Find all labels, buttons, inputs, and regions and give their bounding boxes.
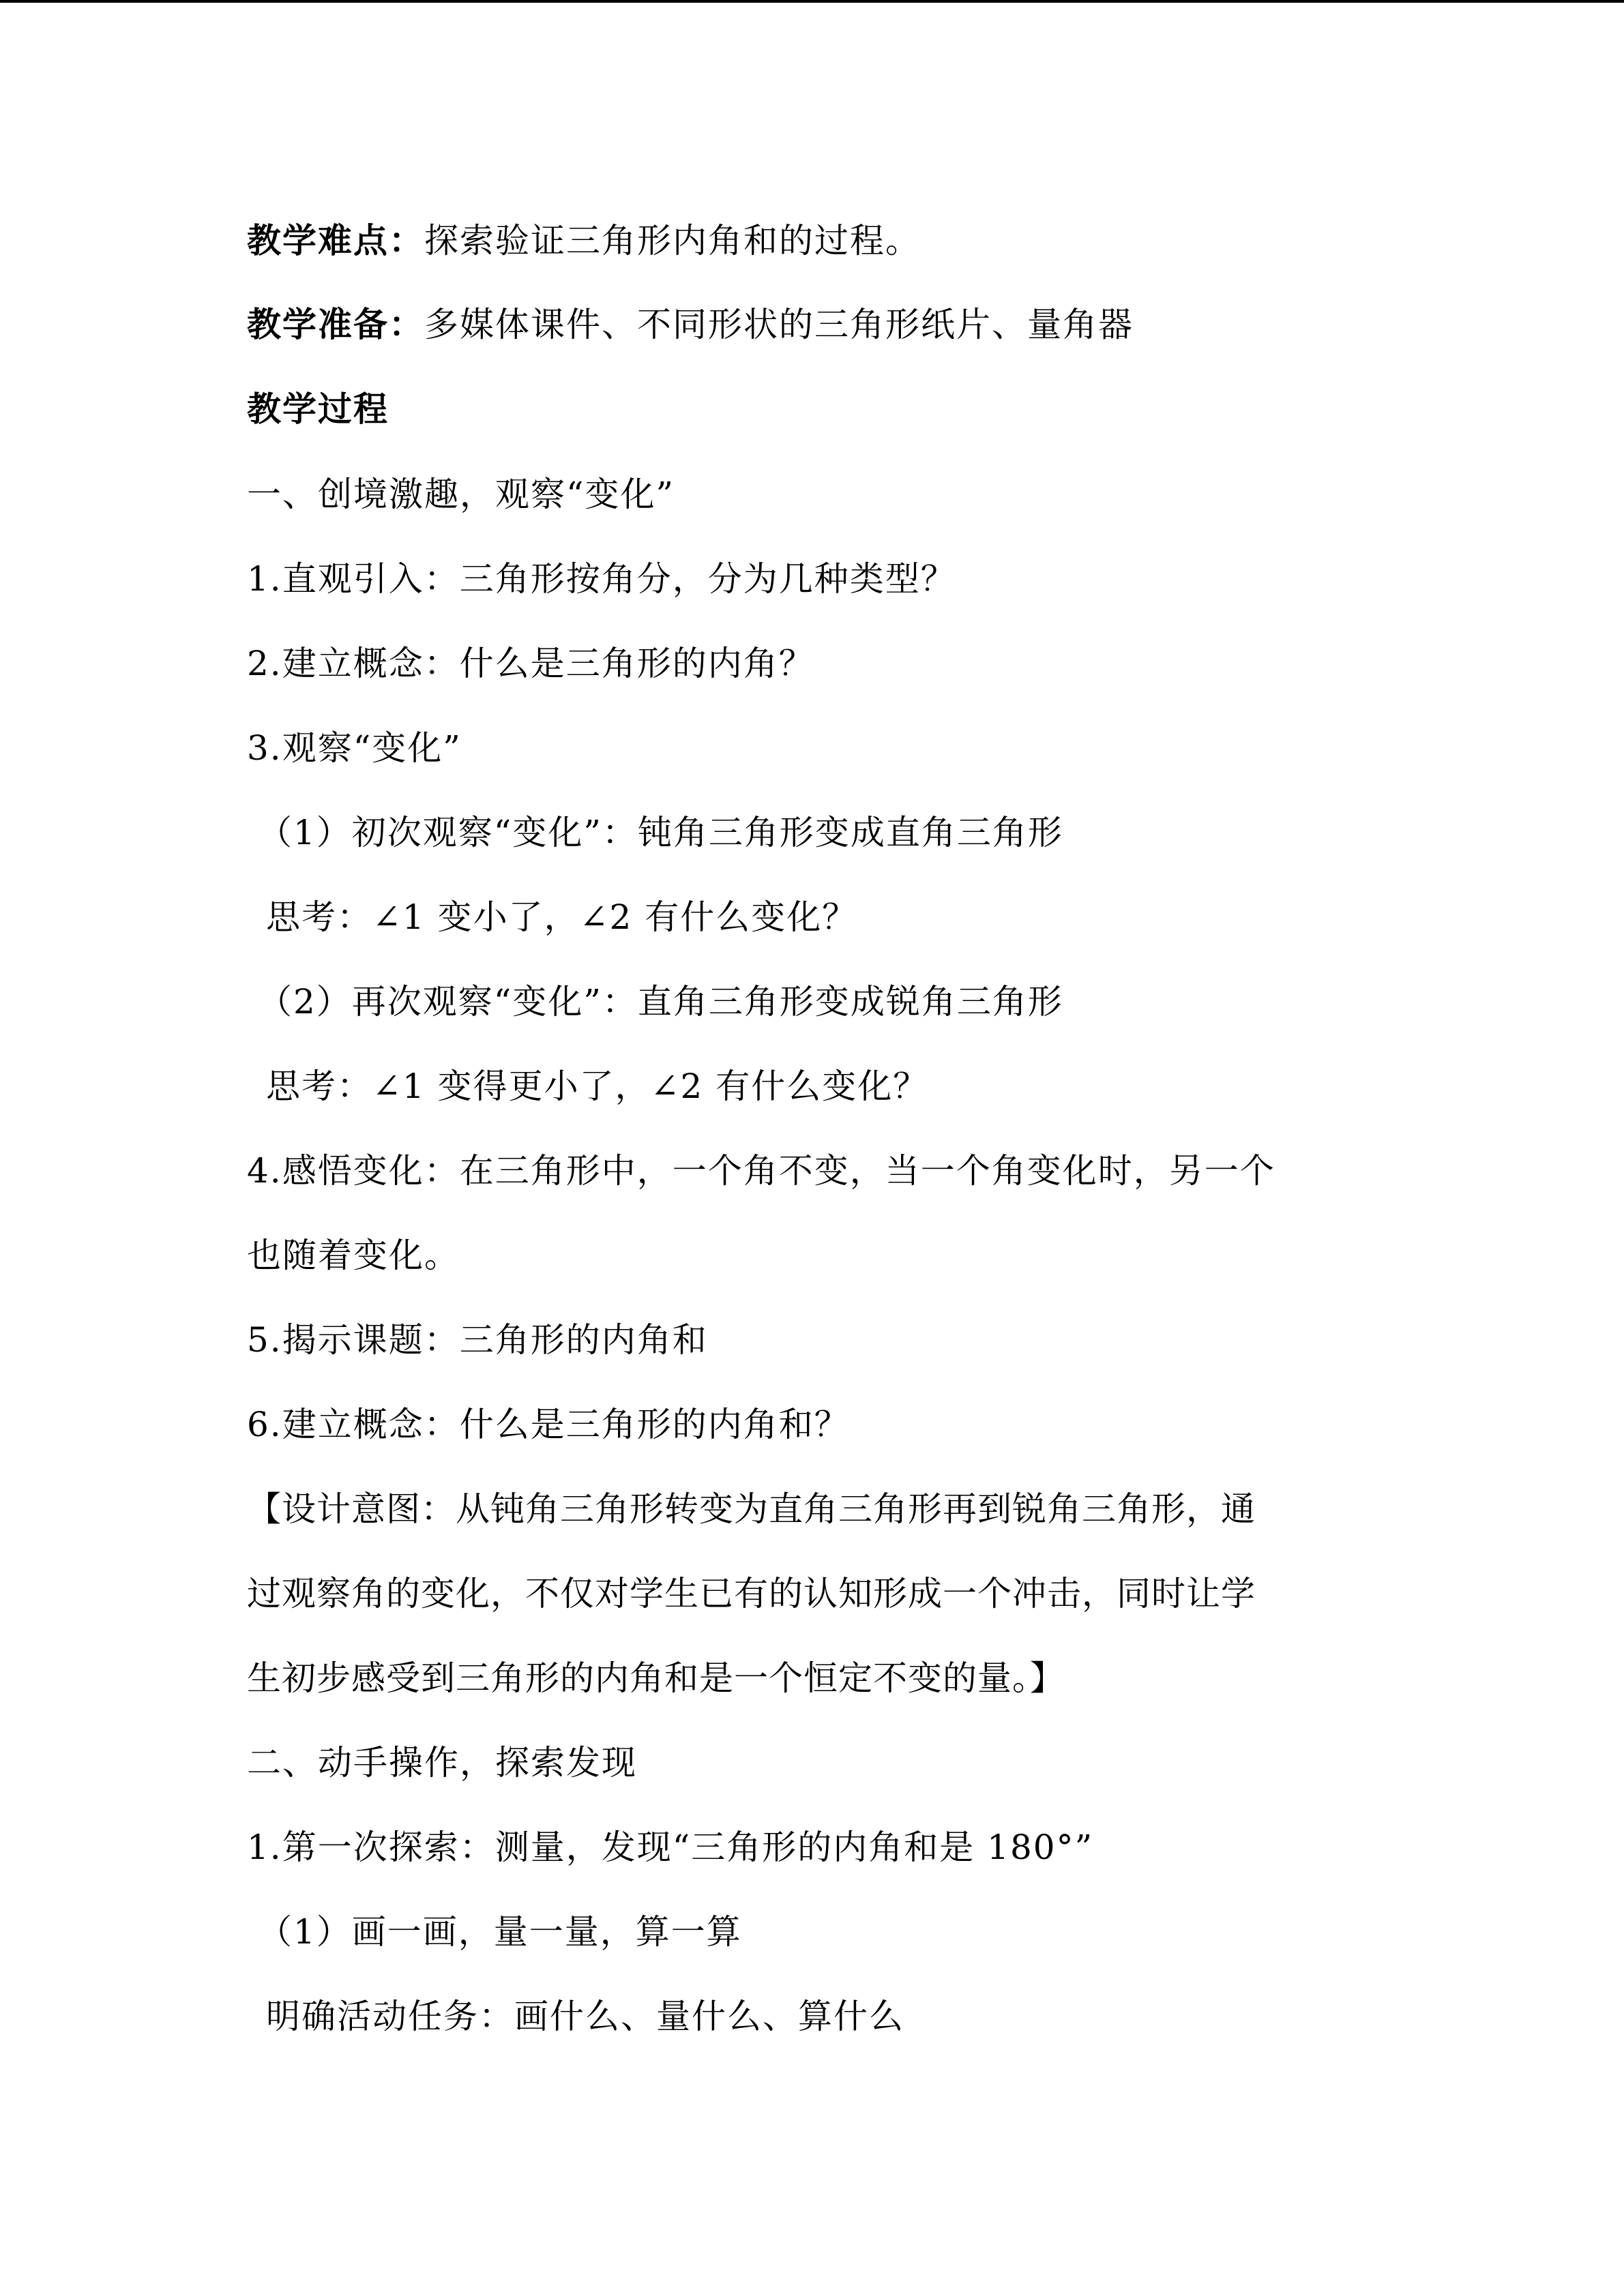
section2-sub1: （1）画一画，量一量，算一算: [258, 1912, 742, 1952]
teaching-process-heading: 教学过程: [247, 389, 389, 429]
teaching-preparation-text: 多媒体课件、不同形状的三角形纸片、量角器: [424, 305, 1134, 344]
teaching-preparation-label: 教学准备：: [247, 304, 424, 344]
section1-item3: 3.观察“变化”: [247, 728, 462, 768]
section1-item5: 5.揭示课题：三角形的内角和: [247, 1320, 708, 1360]
design-intent-line2: 过观察角的变化，不仅对学生已有的认知形成一个冲击，同时让学: [247, 1574, 1256, 1613]
teaching-difficulty-label: 教学难点：: [247, 220, 424, 260]
section1-sub1: （1）初次观察“变化”：钝角三角形变成直角三角形: [258, 813, 1063, 852]
section1-heading: 一、创境激趣，观察“变化”: [247, 475, 675, 514]
section2-item1: 1.第一次探索：测量，发现“三角形的内角和是 180°”: [247, 1828, 1094, 1867]
section1-sub2: （2）再次观察“变化”：直角三角形变成锐角三角形: [258, 982, 1063, 1022]
teaching-preparation-line: [247, 303, 1134, 346]
section1-think1: 思考：∠1 变小了，∠2 有什么变化？: [266, 897, 858, 937]
teaching-difficulty-line: [247, 220, 921, 262]
section2-heading: 二、动手操作，探索发现: [247, 1743, 637, 1783]
design-intent-line3: 生初步感受到三角形的内角和是一个恒定不变的量。】: [247, 1658, 1065, 1698]
section1-item4-line1: 4.感悟变化：在三角形中，一个角不变，当一个角变化时，另一个: [247, 1151, 1275, 1191]
page-top-border: [0, 0, 1624, 3]
section1-item4-line2: 也随着变化。: [247, 1236, 460, 1275]
section1-item2: 2.建立概念：什么是三角形的内角？: [247, 644, 814, 683]
section2-task: 明确活动任务：画什么、量什么、算什么: [266, 1997, 904, 2036]
section1-item1: 1.直观引入：三角形按角分，分为几种类型？: [247, 559, 956, 599]
section1-item6: 6.建立概念：什么是三角形的内角和？: [247, 1405, 850, 1444]
design-intent-line1: 【设计意图：从钝角三角形转变为直角三角形再到锐角三角形，通: [247, 1489, 1256, 1529]
section1-think2: 思考：∠1 变得更小了，∠2 有什么变化？: [266, 1067, 929, 1106]
teaching-difficulty-text: 探索验证三角形内角和的过程。: [424, 221, 921, 260]
